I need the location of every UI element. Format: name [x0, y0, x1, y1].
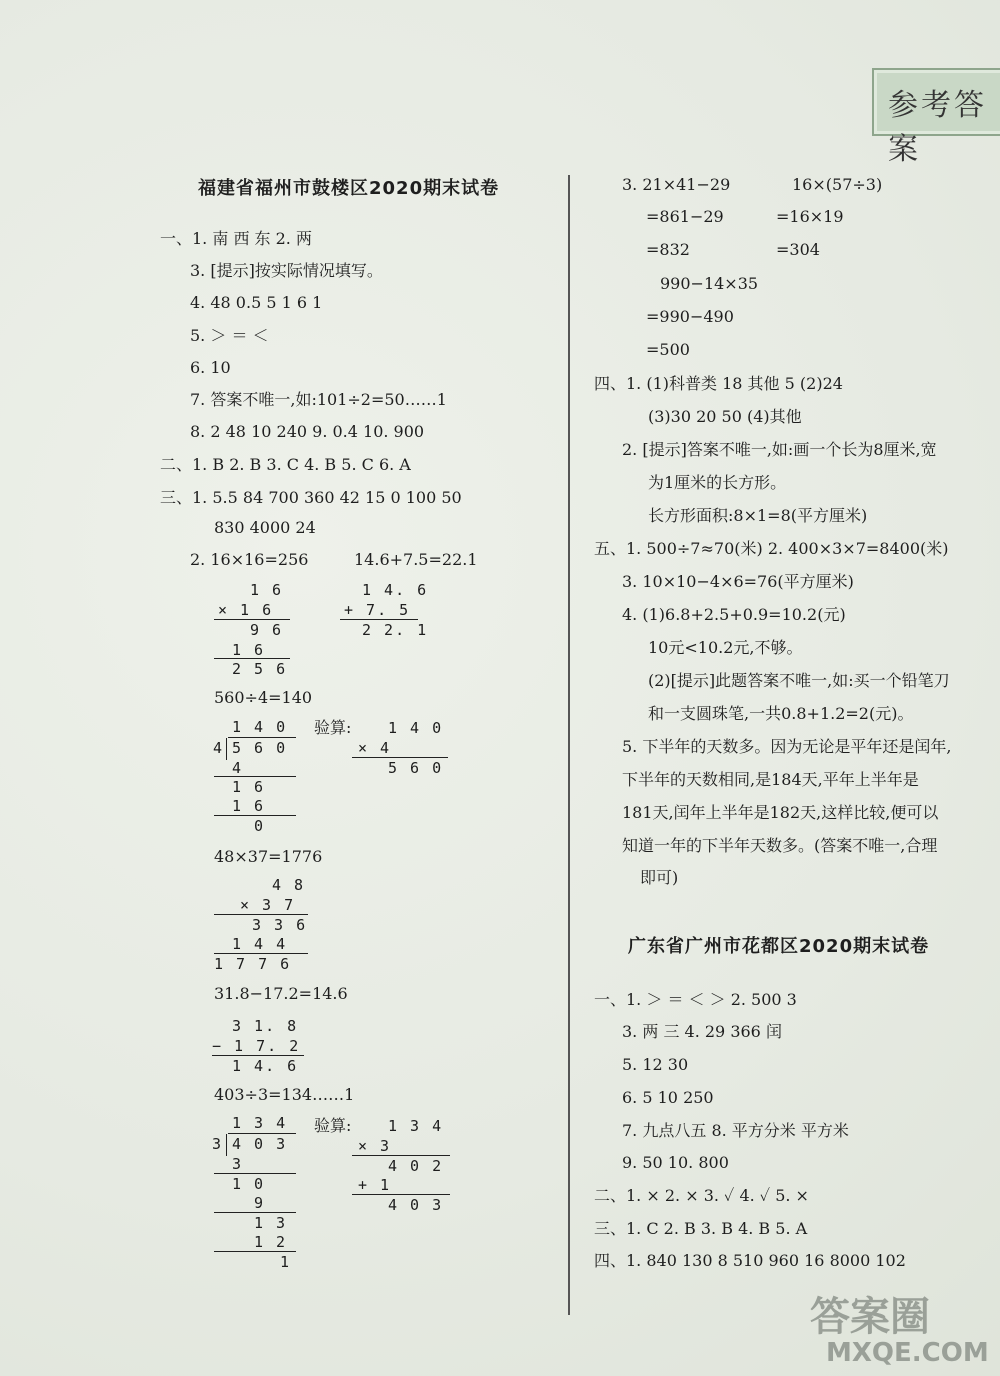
calc-digit: 3 [232, 1155, 244, 1173]
left-line: 三、1. 5.5 84 700 360 42 15 0 100 50 [160, 488, 462, 507]
right-line: 3. 21×41−29 [622, 175, 731, 194]
right-line: 181天,闰年上半年是182天,这样比较,便可以 [622, 803, 939, 822]
calc-rule [212, 1055, 304, 1056]
right-line: 16×(57÷3) [792, 175, 883, 194]
right-line: 二、1. × 2. × 3. ✓ 4. ✓ 5. × [594, 1186, 809, 1205]
right-line: =990−490 [646, 307, 734, 326]
calc-digit: 4 0 2 [388, 1157, 444, 1175]
calc-rule [214, 953, 308, 954]
calc-rule [352, 1194, 450, 1195]
right-line: 即可) [640, 868, 679, 887]
calc-digit: × 3 [358, 1137, 392, 1155]
right-line: =500 [646, 340, 690, 359]
header-tab [872, 68, 1000, 167]
calc-rule [214, 1212, 296, 1213]
right-line: 一、1. ＞ ＝ ＜ ＞ 2. 500 3 [594, 990, 797, 1009]
calc-digit: 1 4 0 [388, 719, 444, 737]
calc-digit: 1 0 [232, 1175, 266, 1193]
calc-digit: 9 [254, 1194, 266, 1212]
calc-digit: 1 4. 6 [362, 581, 429, 599]
right-line: 6. 5 10 250 [622, 1088, 714, 1107]
right-line: 长方形面积:8×1=8(平方厘米) [648, 506, 868, 525]
right-line: 9. 50 10. 800 [622, 1153, 729, 1172]
watermark-logo: 答案圈 [810, 1294, 930, 1340]
left-line: 6. 10 [190, 358, 231, 377]
left-line: 2. 16×16=256 [190, 550, 309, 569]
calc-digit: − 1 7. 2 [212, 1037, 301, 1055]
calc-rule [214, 658, 290, 659]
calc-digit: 5 6 0 [232, 739, 288, 757]
column-divider [568, 175, 570, 1315]
calc-digit: 4 8 [272, 876, 306, 894]
left-line: 48×37=1776 [214, 847, 323, 866]
check-label: 验算: [314, 1116, 352, 1135]
calc-digit: 0 [254, 817, 266, 835]
right-line: 知道一年的下半年天数多。(答案不唯一,合理 [622, 836, 938, 855]
watermark-url: MXQE.COM [826, 1338, 989, 1368]
right-line: (3)30 20 50 (4)其他 [648, 407, 802, 426]
calc-rule [228, 1133, 296, 1134]
calc-digit: 1 2 [254, 1233, 288, 1251]
calc-digit: 1 4. 6 [232, 1057, 299, 1075]
calc-digit: 3 3 6 [252, 916, 308, 934]
right-line: =16×19 [776, 207, 844, 226]
left-line: 14.6+7.5=22.1 [354, 550, 478, 569]
right-line: 10元<10.2元,不够。 [648, 638, 803, 657]
right-line: =861−29 [646, 207, 724, 226]
calc-digit: × 1 6 [218, 601, 274, 619]
calc-digit: 4 [213, 739, 225, 757]
calc-digit: 1 3 [254, 1214, 288, 1232]
right-line: 5. 下半年的天数多。因为无论是平年还是闰年, [622, 737, 952, 756]
calc-digit: 1 3 4 [232, 1114, 288, 1132]
left-section-title: 福建省福州市鼓楼区2020期末试卷 [198, 178, 500, 199]
left-line: 560÷4=140 [214, 688, 313, 707]
calc-rule [214, 1251, 296, 1252]
calc-digit: 1 6 [232, 778, 266, 796]
right-line: 990−14×35 [660, 274, 759, 293]
right-line: 7. 九点八五 8. 平方分米 平方米 [622, 1121, 849, 1140]
calc-digit: + 7. 5 [344, 601, 411, 619]
division-bracket [226, 738, 227, 760]
right-line: 下半年的天数相同,是184天,平年上半年是 [622, 770, 919, 789]
calc-rule [214, 776, 296, 777]
header-tab-label: 参考答案 [888, 88, 987, 167]
calc-digit: 3 [212, 1135, 224, 1153]
calc-rule [352, 1155, 450, 1156]
left-line: 830 4000 24 [214, 518, 316, 537]
right-line: 3. 10×10−4×6=76(平方厘米) [622, 572, 854, 591]
calc-rule [214, 619, 290, 620]
right-line: 四、1. 840 130 8 510 960 16 8000 102 [594, 1251, 906, 1270]
calc-digit: 1 7 7 6 [214, 955, 292, 973]
right-line: 4. (1)6.8+2.5+0.9=10.2(元) [622, 605, 846, 624]
calc-digit: 4 0 3 [232, 1135, 288, 1153]
calc-digit: 1 [280, 1253, 292, 1271]
calc-digit: 2 2. 1 [362, 621, 429, 639]
left-line: 4. 48 0.5 5 1 6 1 [190, 293, 323, 312]
calc-digit: × 4 [358, 739, 392, 757]
left-line: 二、1. B 2. B 3. C 4. B 5. C 6. A [160, 455, 411, 474]
calc-digit: 1 4 4 [232, 935, 288, 953]
left-line: 3. [提示]按实际情况填写。 [190, 261, 383, 280]
calc-digit: × 3 7 [240, 896, 296, 914]
left-line: 一、1. 南 西 东 2. 两 [160, 229, 312, 248]
right-line: 三、1. C 2. B 3. B 4. B 5. A [594, 1219, 808, 1238]
right-line: 为1厘米的长方形。 [648, 473, 787, 492]
calc-digit: 1 6 [250, 581, 284, 599]
right-section-title: 广东省广州市花都区2020期末试卷 [628, 936, 930, 957]
left-line: 5. ＞ ＝ ＜ [190, 326, 269, 345]
calc-rule [214, 914, 308, 915]
calc-digit: 1 6 [232, 641, 266, 659]
calc-digit: 1 3 4 [388, 1117, 444, 1135]
calc-digit: 9 6 [250, 621, 284, 639]
calc-digit: 4 0 3 [388, 1196, 444, 1214]
division-bracket [226, 1134, 227, 1156]
check-label: 验算: [314, 718, 352, 737]
right-line: 2. [提示]答案不唯一,如:画一个长为8厘米,宽 [622, 440, 937, 459]
calc-digit: 1 4 0 [232, 718, 288, 736]
calc-rule [214, 1173, 296, 1174]
calc-digit: 2 5 6 [232, 660, 288, 678]
right-line: 和一支圆珠笔,一共0.8+1.2=2(元)。 [648, 704, 914, 723]
left-line: 403÷3=134……1 [214, 1085, 355, 1104]
left-line: 8. 2 48 10 240 9. 0.4 10. 900 [190, 422, 425, 441]
calc-rule [214, 815, 296, 816]
right-line: 3. 两 三 4. 29 366 闰 [622, 1022, 782, 1041]
calc-digit: 3 1. 8 [232, 1017, 299, 1035]
right-line: 5. 12 30 [622, 1055, 689, 1074]
calc-rule [228, 737, 296, 738]
right-line: =832 [646, 240, 690, 259]
left-line: 31.8−17.2=14.6 [214, 984, 348, 1003]
calc-digit: + 1 [358, 1176, 392, 1194]
right-line: =304 [776, 240, 820, 259]
calc-rule [340, 619, 418, 620]
calc-digit: 4 [232, 759, 244, 777]
calc-rule [352, 757, 448, 758]
left-line: 7. 答案不唯一,如:101÷2=50……1 [190, 390, 447, 409]
right-line: 五、1. 500÷7≈70(米) 2. 400×3×7=8400(米) [594, 539, 949, 558]
calc-digit: 1 6 [232, 797, 266, 815]
calc-digit: 5 6 0 [388, 759, 444, 777]
right-line: 四、1. (1)科普类 18 其他 5 (2)24 [594, 374, 843, 393]
right-line: (2)[提示]此题答案不唯一,如:买一个铅笔刀 [648, 671, 950, 690]
